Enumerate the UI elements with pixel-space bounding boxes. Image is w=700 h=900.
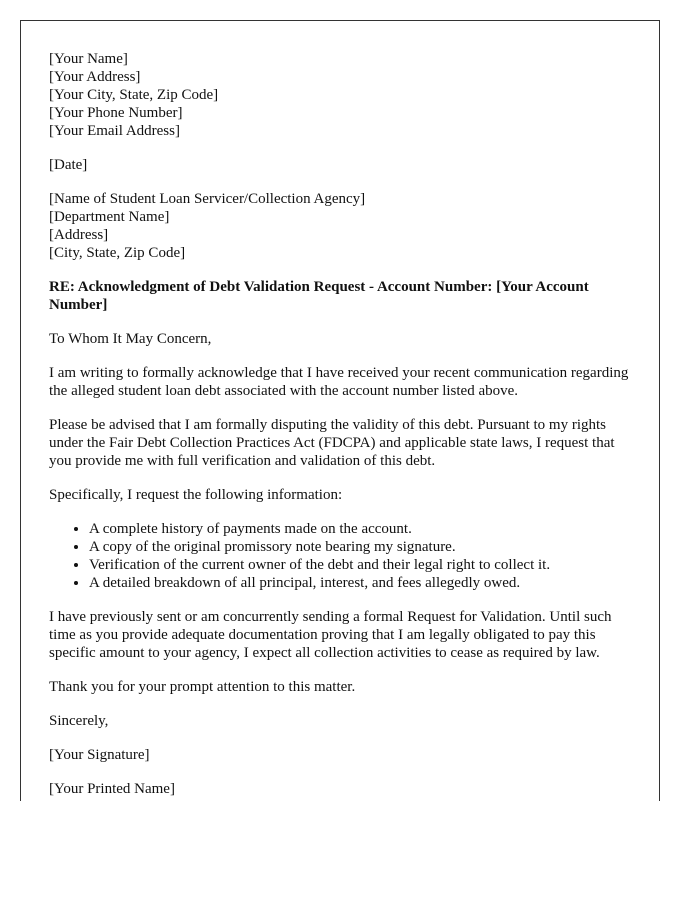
sender-address: [Your Address] (49, 69, 141, 85)
body-paragraph: Please be advised that I am formally disputing the validity of this debt. Pursuant to my rights under the Fair Debt Collection Practices Act (FDCPA) and applicable state laws, I request that you provide me with full verification and validation of this debt. (49, 417, 615, 469)
recipient-name: [Name of Student Loan Servicer/Collection Agency] (49, 191, 366, 207)
printed-name: [Your Printed Name] (49, 781, 175, 797)
body-paragraph: Specifically, I request the following information: (49, 487, 343, 503)
list-item: • A detailed breakdown of all principal, interest, and fees allegedly owed. (89, 574, 629, 592)
recipient-department: [Department Name] (49, 209, 170, 225)
signature: [Your Signature] (49, 747, 150, 763)
sender-name: [Your Name] (49, 51, 128, 67)
salutation: To Whom It May Concern, (49, 331, 212, 347)
sender-city: [Your City, State, Zip Code] (49, 87, 219, 103)
recipient-block (49, 190, 629, 262)
recipient-address: [Address] (49, 227, 109, 243)
recipient-city: [City, State, Zip Code] (49, 245, 186, 261)
letter-page (20, 20, 660, 801)
body-paragraph: I am writing to formally acknowledge that I have received your recent communication regarding the alleged student loan debt associated with the account number listed above. (49, 365, 629, 399)
list-item: • A copy of the original promissory note bearing my signature. (89, 538, 629, 556)
sender-block (49, 50, 629, 140)
body-paragraph: I have previously sent or am concurrently sending a formal Request for Validation. Until such time as you provide adequate documentation proving that I am legally obligated to pay this specific amount to your agency, I expect all collection activities to cease as required by law. (49, 609, 612, 661)
sender-phone: [Your Phone Number] (49, 105, 183, 121)
list-item: • A complete history of payments made on the account. (89, 520, 629, 538)
list-item: • Verification of the current owner of the debt and their legal right to collect it. (89, 556, 629, 574)
request-list (49, 520, 629, 592)
sender-email: [Your Email Address] (49, 123, 180, 139)
body-paragraph: Thank you for your prompt attention to this matter. (49, 679, 356, 695)
date: [Date] (49, 157, 88, 173)
subject-line: RE: Acknowledgment of Debt Validation Request - Account Number: [Your Account Number] (49, 279, 589, 313)
sign-off: Sincerely, (49, 713, 109, 729)
